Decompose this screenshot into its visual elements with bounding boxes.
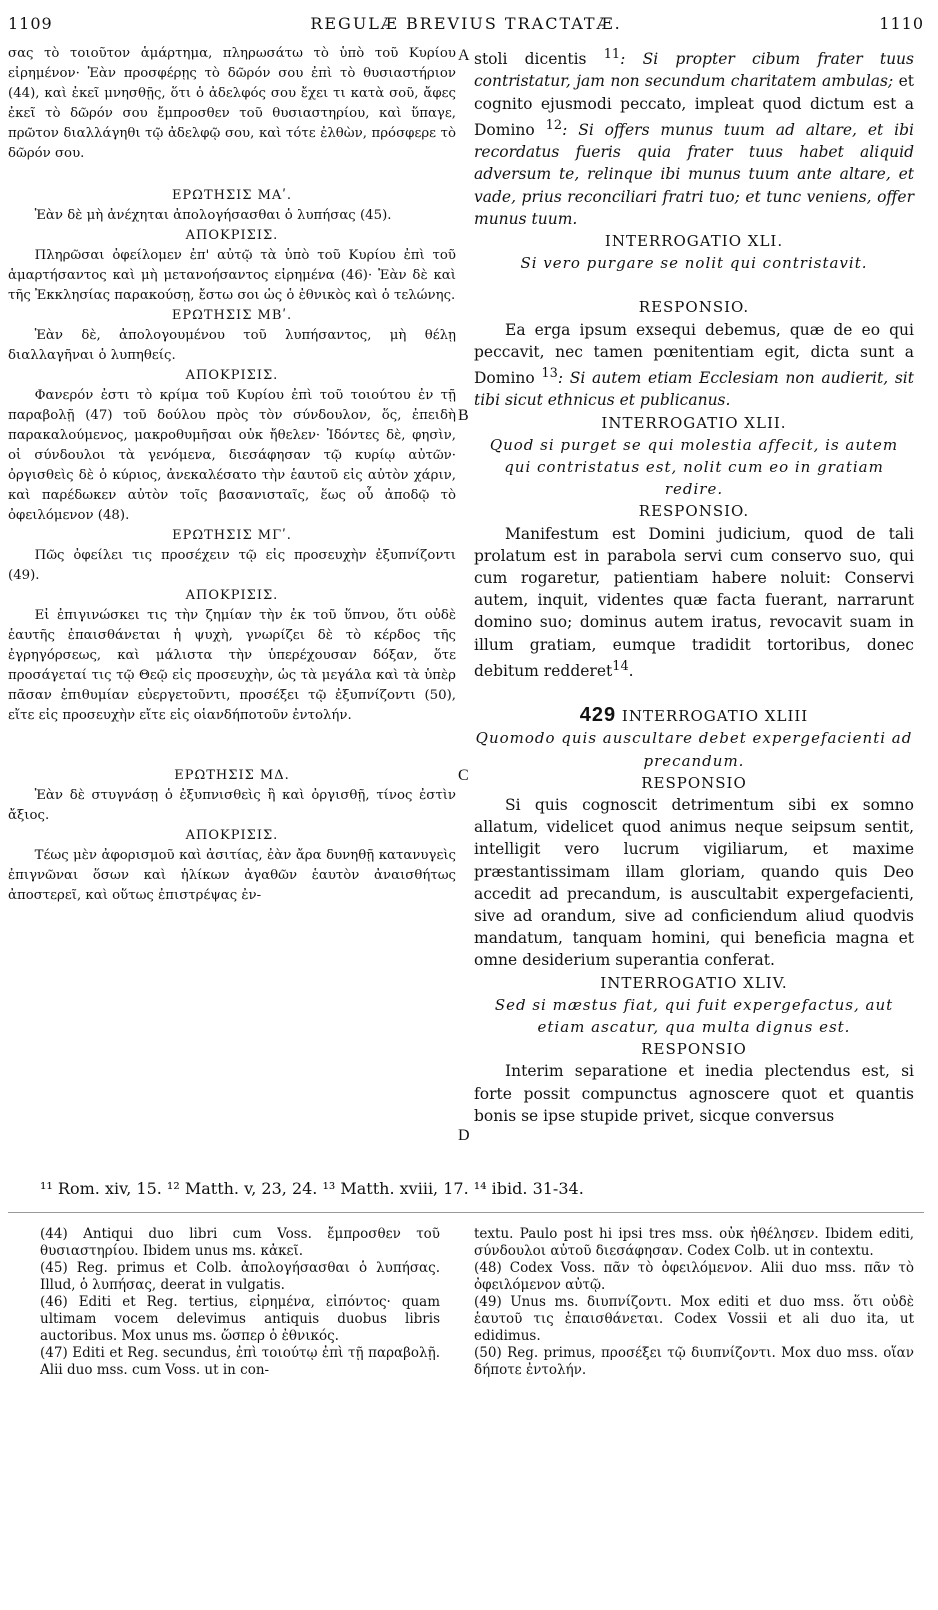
- footnote: (47) Editi et Reg. secundus, ἐπὶ τοιούτῳ ἐπὶ τῇ παραβολῇ. Alii duo mss. cum Voss. ut in con-: [40, 1345, 440, 1378]
- latin-quote: : Si autem etiam Ecclesiam non audierit, sit tibi sicut ethnicus et publicanus.: [474, 369, 914, 410]
- latin-answer-text: Interim separatione et inedia plectendus est, si forte possit compunctus agnoscere quot et quantis bonis se ipse stupide privet, sicque conversus: [474, 1062, 914, 1125]
- greek-question-text: Ἐὰν δὲ, ἀπολογουμένου τοῦ λυπήσαντος, μὴ θέλῃ διαλλαγῆναι ὁ λυπηθείς.: [8, 328, 456, 363]
- latin-column: [474, 44, 914, 1127]
- running-title: REGULÆ BREVIUS TRACTATÆ.: [310, 14, 622, 33]
- latin-question-heading: INTERROGATIO XLIV.: [600, 973, 788, 992]
- greek-question-heading: ΕΡΩΤΗΣΙΣ ΜΑʹ.: [171, 188, 293, 203]
- latin-text: Manifestum est Domini judicium, quod de tali prolatum est in parabola servi cum conservo suo, qui cum rogaretur, patientiam habere noluit: Conservi autem, inquit, videntes quæ facta fuerant, narrarunt domino suo; dominus autem iratus, revocavit suam in illum gratiam, eumque tradidit tortoribus, donec debitum redderet: [474, 524, 914, 680]
- latin-question-heading: INTERROGATIO XLII.: [601, 413, 787, 432]
- latin-answer-heading: RESPONSIO: [641, 773, 747, 792]
- footnote: (48) Codex Voss. πᾶν τὸ ὀφειλόμενον. Alii duo mss. πᾶν τὸ ὀφειλόμενον αὐτῷ.: [474, 1260, 914, 1293]
- greek-answer-text: Φανερόν ἐστι τὸ κρίμα τοῦ Κυρίου ἐπὶ τοῦ τοιούτου ἐν τῇ παραβολῇ (47) τοῦ δούλου πρὸς τὸν σύνδουλον, ὅς, ἐπειδὴ παρακαλούμενος, μακροθυμῆσαι οὐκ ἤθελεν· Ἰδόντες δὲ, φησὶν, οἱ σύνδουλοι τὰ γενόμενα, διεσάφησαν τῷ κυρίῳ αὐτῶν· ὀργισθεὶς δὲ ὁ κύριος, ἀνεκαλέσατο τὴν ἑαυτοῦ εἰς αὐτὸν χάριν, καὶ παρέδωκεν αὐτὸν τοῖς βασανισταῖς, ἕως οὗ ἀποδῷ τὸ ὀφειλόμενον (48).: [8, 388, 456, 523]
- latin-answer-heading: RESPONSIO.: [638, 298, 750, 317]
- greek-answer-heading: ΑΠΟΚΡΙΣΙΣ.: [185, 588, 279, 603]
- divider: [8, 1212, 924, 1213]
- latin-quote: : Si offers munus tuum ad altare, et ibi recordatus fueris quia frater tuus habet aliquid adversum te, relinque ibi munus tuum ante altare, et vade, prius reconciliari fratri tuo; et tunc veniens, offer munus tuum.: [474, 120, 914, 228]
- footnote: (49) Unus ms. διυπνίζοντι. Mox editi et duo mss. ὅτι οὐδὲ ἑαυτοῦ τις ἐπαισθάνεται. Codex Vossii et ali duo ita, ut edidimus.: [474, 1294, 914, 1344]
- scripture-ref: 13: [541, 365, 558, 381]
- latin-text: et cognito ejusmodi peccato, impleat quod dictum est a Domino: [474, 72, 914, 139]
- footnote: (44) Antiqui duo libri cum Voss. ἔμπροσθεν τοῦ θυσιαστηρίου. Ibidem unus ms. κἀκεῖ.: [40, 1226, 440, 1259]
- latin-answer-heading: RESPONSIO: [641, 1040, 747, 1059]
- running-header: [8, 14, 924, 38]
- greek-answer-text: Τέως μὲν ἀφορισμοῦ καὶ ἀσιτίας, ἐὰν ἄρα δυνηθῇ κατανυγεὶς ἐπιγνῶναι ὅσων καὶ ἡλίκων ἀγαθῶν ἑαυτὸν ἀναισθήτως ἀποστερεῖ, καὶ οὕτως ἐπιστρέψας ἐν-: [8, 848, 456, 903]
- latin-question-text: Quomodo quis auscultare debet expergefacienti ad precandum.: [475, 729, 913, 770]
- page-number-left: 1109: [8, 14, 53, 33]
- latin-question-text: Sed si mæstus fiat, qui fuit expergefactus, aut etiam ascatur, qua multa dignus est.: [494, 995, 894, 1036]
- latin-answer-text: Si quis cognoscit detrimentum sibi ex somno allatum, videlicet quod animus neque seipsum sentit, intelligit vero lucrum vigiliarum, et maxime præstantissimam illam gloriam, quando quis Deo accedit ad precandum, is auscultabit expergefacienti, sive ad orandum, sive ad conficiendum aliud quodvis mandatum, tanquam homini, qui beneficia magna et omne desiderium superantia conferat.: [474, 795, 914, 970]
- footnote: (50) Reg. primus, προσέξει τῷ διυπνίζοντι. Mox duo mss. οἵαν δήποτε ἐντολήν.: [474, 1345, 914, 1378]
- margin-marker-c: C: [458, 767, 469, 784]
- margin-marker-b: B: [458, 407, 469, 424]
- latin-text: stoli dicentis: [474, 50, 587, 69]
- footnote: textu. Paulo post hi ipsi tres mss. οὐκ ἠθέλησεν. Ibidem editi, σύνδουλοι αὐτοῦ διεσάφησαν. Codex Colb. ut in contextu.: [474, 1226, 914, 1259]
- greek-answer-heading: ΑΠΟΚΡΙΣΙΣ.: [185, 368, 279, 383]
- greek-question-heading: ΕΡΩΤΗΣΙΣ ΜΓʹ.: [172, 528, 292, 543]
- greek-question-heading: ΕΡΩΤΗΣΙΣ ΜΔ.: [174, 768, 290, 783]
- scripture-ref: 11: [603, 47, 621, 62]
- scripture-notes: ¹¹ Rom. xiv, 15. ¹² Matth. v, 23, 24. ¹³ Matth. xviii, 17. ¹⁴ ibid. 31-34.: [40, 1179, 584, 1198]
- page-number-right: 1110: [879, 14, 924, 33]
- latin-answer-heading: RESPONSIO.: [638, 502, 750, 521]
- latin-heading-text: INTERROGATIO XLIII: [621, 707, 809, 726]
- column-number: 429: [579, 704, 617, 727]
- footnotes-right: [474, 1226, 914, 1379]
- greek-answer-heading: ΑΠΟΚΡΙΣΙΣ.: [185, 228, 279, 243]
- greek-paragraph: σας τὸ τοιοῦτον ἁμάρτημα, πληρωσάτω τὸ ὑπὸ τοῦ Κυρίου εἰρημένον· Ἐὰν προσφέρῃς τὸ δῶρόν σου ἐπὶ τὸ θυσιαστήριον (44), καὶ ἐκεῖ μνησθῇς, ὅτι ὁ ἀδελφός σου ἔχει τι κατὰ σοῦ, ἄφες ἐκεῖ τὸ δῶρόν σου ἔμπροσθεν τοῦ θυσιαστηρίου, καὶ ὕπαγε, πρῶτον διαλλάγηθι τῷ ἀδελφῷ σου, καὶ τότε ἐλθὼν, πρόσφερε τὸ δῶρόν σου.: [8, 46, 456, 161]
- latin-answer-text: [474, 319, 914, 412]
- footnote: (46) Editi et Reg. tertius, εἰρημένα, εἰπόντος· quam ultimam vocem delevimus antiquis duobus libris auctoribus. Mox unus ms. ὥσπερ ὁ ἐθνικός.: [40, 1294, 440, 1344]
- margin-marker-d: D: [458, 1127, 470, 1144]
- latin-question-heading: INTERROGATIO XLI.: [604, 231, 784, 250]
- greek-question-text: Ἐὰν δὲ μὴ ἀνέχηται ἀπολογήσασθαι ὁ λυπήσας (45).: [34, 208, 392, 223]
- greek-column: [8, 44, 456, 906]
- latin-text: Ea erga ipsum exsequi debemus, quæ de eo qui peccavit, nec tamen pœnitentiam egit, dicta sunt a Domino: [474, 320, 914, 388]
- greek-question-heading: ΕΡΩΤΗΣΙΣ ΜΒʹ.: [171, 308, 293, 323]
- greek-answer-heading: ΑΠΟΚΡΙΣΙΣ.: [185, 828, 279, 843]
- footnotes-left: [40, 1226, 440, 1379]
- latin-paragraph: [474, 44, 914, 230]
- footnote: (45) Reg. primus et Colb. ἀπολογήσασθαι ὁ λυπήσας. Illud, ὁ λυπήσας, deerat in vulgatis.: [40, 1260, 440, 1293]
- latin-answer-text: Manifestum est Domini judicium, quod de tali prolatum est in parabola servi cum conservo suo, qui cum rogaretur, patientiam habere noluit: Conservi autem, inquit, videntes quæ facta fuerant, narrarunt domino suo; dominus autem iratus, revocavit suam in illum gratiam, eumque tradidit tortoribus, donec debitum redderet$^{14}$.: [474, 524, 914, 680]
- margin-marker-a: A: [458, 47, 470, 64]
- latin-quote: : Si propter cibum frater tuus contristatur, jam non secundum charitatem ambulas;: [474, 50, 914, 91]
- greek-answer-text: Πληρῶσαι ὀφείλομεν ἐπ' αὐτῷ τὰ ὑπὸ τοῦ Κυρίου ἐπὶ τοῦ ἁμαρτήσαντος καὶ μὴ μετανοήσαντος εἰρημένα (46)· Ἐὰν δὲ καὶ τῆς Ἐκκλησίας παρακούσῃ, ἔστω σοι ὡς ὁ ἐθνικὸς καὶ ὁ τελώνης.: [8, 248, 456, 303]
- greek-question-text: Ἐὰν δὲ στυγνάσῃ ὁ ἐξυπνισθεὶς ἢ καὶ ὀργισθῇ, τίνος ἐστὶν ἄξιος.: [8, 788, 456, 823]
- greek-answer-text: Εἰ ἐπιγινώσκει τις τὴν ζημίαν τὴν ἐκ τοῦ ὕπνου, ὅτι οὐδὲ ἑαυτῆς ἐπαισθάνεται ἡ ψυχὴ, γνωρίζει δὲ τὸ κέρδος τῆς ἐγρηγόρσεως, καὶ μάλιστα τὴν ὑπερέχουσαν δόξαν, ὅτε προσάγεταί τις τῷ Θεῷ εἰς προσευχὴν, ὡς τὰ μεγάλα καὶ τὰ ὑπὲρ πᾶσαν ἐπιθυμίαν εὐεργετοῦντι, προσέξει τῷ ἐξυπνίζοντι (50), εἴτε εἰς προσευχὴν εἴτε εἰς οἱανδήποτοῦν ἐντολήν.: [8, 608, 456, 723]
- latin-question-text: Si vero purgare se nolit qui contristavit.: [520, 254, 868, 273]
- scripture-ref: 12: [545, 117, 563, 133]
- latin-question-heading: [474, 704, 914, 727]
- latin-question-text: Quod si purget se qui molestia affecit, is autem qui contristatus est, nolit cum eo in gratiam redire.: [489, 435, 899, 499]
- scripture-ref: 14: [612, 658, 629, 674]
- greek-question-text: Πῶς ὀφείλει τις προσέχειν τῷ εἰς προσευχὴν ἐξυπνίζοντι (49).: [8, 548, 456, 583]
